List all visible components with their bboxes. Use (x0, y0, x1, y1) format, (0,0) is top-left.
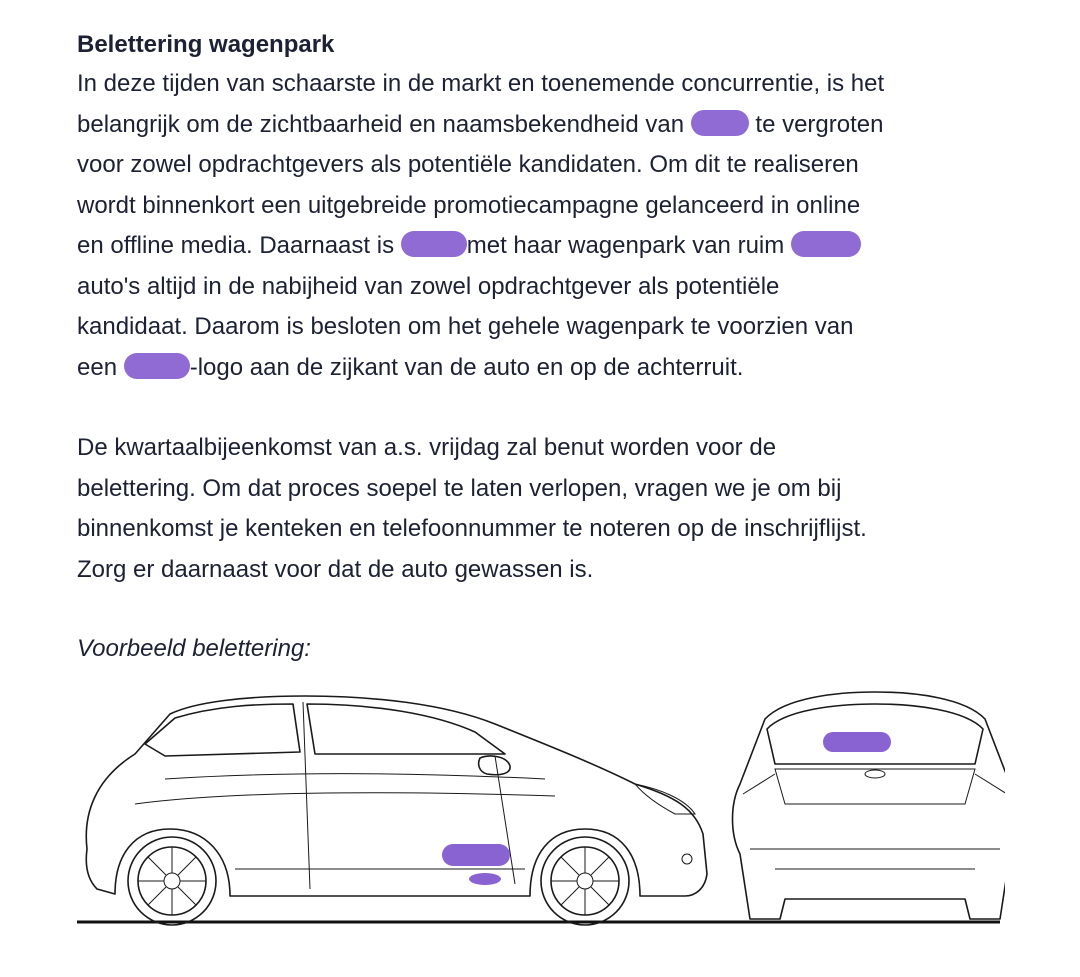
car-drawing (75, 684, 1005, 934)
redacted-fleet-size (791, 231, 861, 257)
text-line: auto's altijd in de nabijheid van zowel opdrachtgever als potentiële (77, 272, 780, 300)
car-side-body (86, 696, 707, 896)
car-side-window-rear (145, 704, 300, 756)
redacted-door-logo-small (469, 873, 501, 885)
text-line: Zorg er daarnaast voor dat de auto gewassen is. (77, 555, 594, 583)
text-line: In deze tijden van schaarste in de markt en toenemende concurrentie, is het (77, 70, 885, 97)
car-side-mirror (479, 756, 510, 775)
text-line: wordt binnenkort een uitgebreide promotiecampagne gelanceerd in online (77, 191, 861, 219)
redacted-door-logo (442, 844, 510, 866)
redacted-company-name (401, 231, 467, 257)
text-line: De kwartaalbijeenkomst van a.s. vrijdag zal benut worden voor de (77, 434, 777, 461)
text-line: binnenkomst je kenteken en telefoonnummer te noteren op de inschrijflijst. (77, 515, 867, 542)
text-line: en offline media. Daarnaast is met haar wagenpark van ruim (77, 226, 1037, 267)
text-line: voor zowel opdrachtgevers als potentiële kandidaten. Om dit te realiseren (77, 151, 859, 178)
redacted-company-name (124, 353, 190, 379)
document-body (77, 26, 1037, 668)
car-rear-view (715, 692, 1005, 922)
car-rear-body (733, 692, 1006, 919)
paragraph-intro (77, 64, 1037, 388)
paragraph-meeting (77, 428, 1037, 590)
wheel-rear (128, 837, 216, 925)
car-illustrations (75, 684, 1005, 934)
text-line: belangrijk om de zichtbaarheid en naamsbekendheid van te vergroten (77, 110, 884, 138)
text-line: belettering. Om dat proces soepel te laten verlopen, vragen we je om bij (77, 474, 842, 502)
text-line: kandidaat. Daarom is besloten om het gehele wagenpark te voorzien van (77, 313, 854, 340)
section-heading: Belettering wagenpark (77, 31, 335, 58)
redacted-rear-window-logo (823, 732, 891, 752)
car-side-window-front (307, 704, 505, 754)
car-side-view (77, 696, 785, 925)
example-label: Voorbeeld belettering: (77, 635, 311, 662)
redacted-company-name (691, 110, 749, 136)
text-line: een -logo aan de zijkant van de auto en op de achterruit. (77, 353, 744, 381)
wheel-front (541, 837, 629, 925)
